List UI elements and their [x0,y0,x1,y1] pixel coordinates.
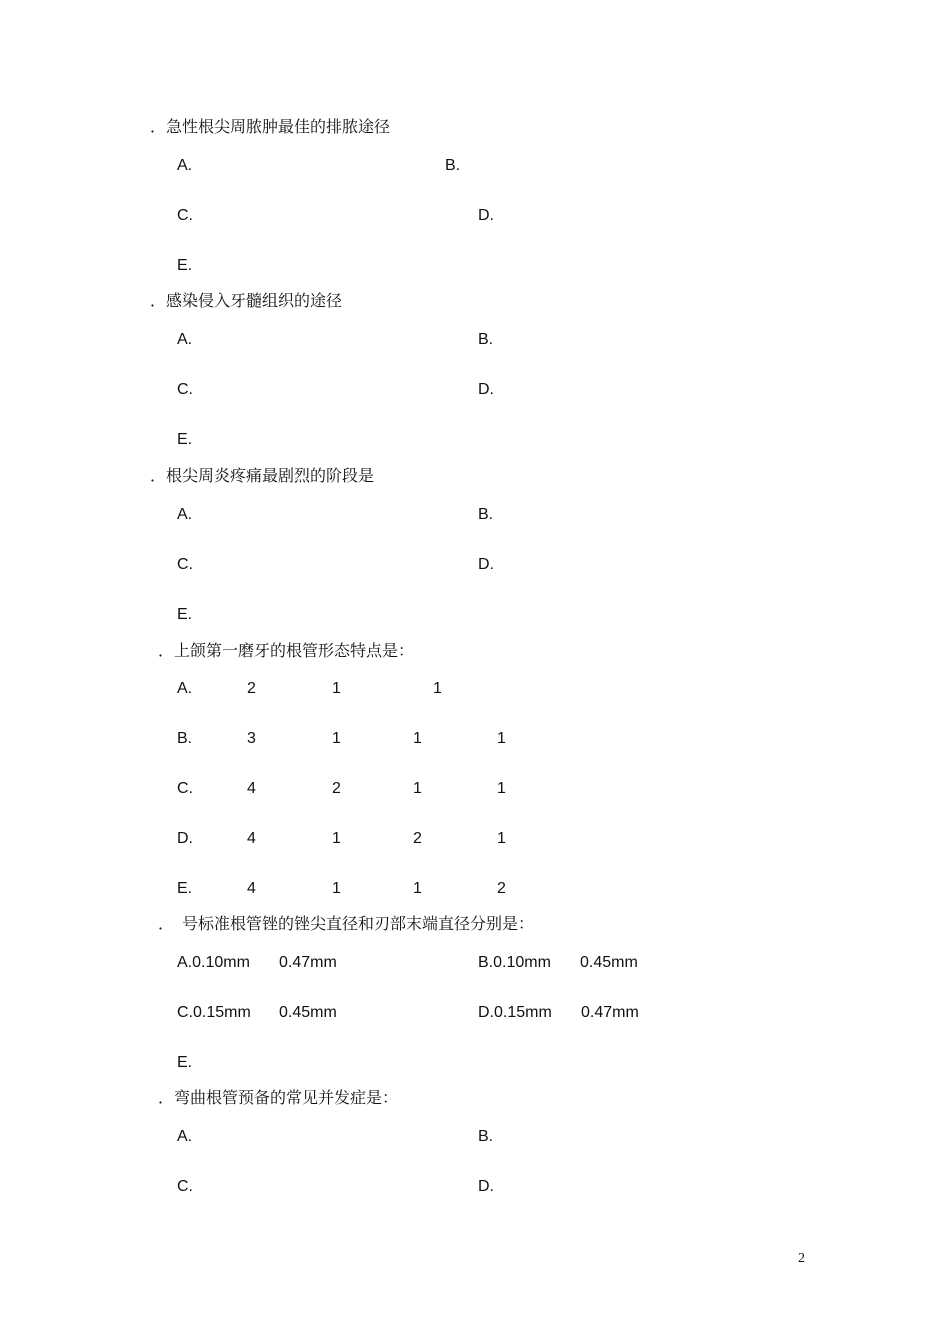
option-value: 4 [247,780,256,797]
option-label: D. [478,381,494,398]
option-label: D. [478,1178,494,1195]
option-label: A. [177,331,193,348]
option-value: 2 [413,830,422,847]
option-label: D. [177,830,193,847]
option-label: D. [478,556,494,573]
option-value: 1 [497,730,506,747]
option-value: 4 [247,830,256,847]
option-label: E. [177,1054,193,1071]
option-label: B. [478,1128,494,1145]
question-stem: ．弯曲根管预备的常见并发症是： [158,1088,399,1107]
option-label: C. [177,1178,193,1195]
option-label: E. [177,880,193,897]
page-number: 2 [798,1251,805,1266]
option-label: E. [177,606,193,623]
option-label: E. [177,257,193,274]
option-label: A. [177,1128,193,1145]
option-label: A. [177,157,193,174]
option-label: B. [445,157,461,174]
option-label: D.0.15mm [478,1004,552,1021]
option-label: D. [478,207,494,224]
option-label: E. [177,431,193,448]
option-value: 0.47mm [279,954,337,971]
option-value: 2 [497,880,506,897]
option-value: 1 [497,780,506,797]
option-label: A.0.10mm [177,954,250,971]
option-value: 2 [247,680,256,697]
option-value: 1 [413,880,422,897]
option-label: B. [478,331,494,348]
option-value: 1 [413,780,422,797]
option-label: A. [177,506,193,523]
question-stem: ．感染侵入牙髓组织的途径 [150,291,343,310]
question-stem: ． 号标准根管锉的锉尖直径和刃部末端直径分别是： [158,914,535,933]
question-stem: ．根尖周炎疼痛最剧烈的阶段是 [150,466,375,485]
option-value: 0.47mm [581,1004,639,1021]
option-label: C.0.15mm [177,1004,251,1021]
option-value: 1 [497,830,506,847]
question-stem: ．急性根尖周脓肿最佳的排脓途径 [150,117,391,136]
option-value: 1 [413,730,422,747]
option-label: C. [177,381,193,398]
option-label: C. [177,556,193,573]
option-label: B.0.10mm [478,954,551,971]
option-value: 1 [332,830,341,847]
option-label: C. [177,207,193,224]
option-value: 1 [433,680,442,697]
option-value: 3 [247,730,256,747]
option-label: C. [177,780,193,797]
option-value: 4 [247,880,256,897]
option-value: 1 [332,680,341,697]
option-label: B. [177,730,193,747]
option-label: B. [478,506,494,523]
option-value: 1 [332,730,341,747]
question-stem: ．上颌第一磨牙的根管形态特点是： [158,641,415,660]
option-label: A. [177,680,193,697]
option-value: 2 [332,780,341,797]
option-value: 0.45mm [279,1004,337,1021]
option-value: 1 [332,880,341,897]
option-value: 0.45mm [580,954,638,971]
